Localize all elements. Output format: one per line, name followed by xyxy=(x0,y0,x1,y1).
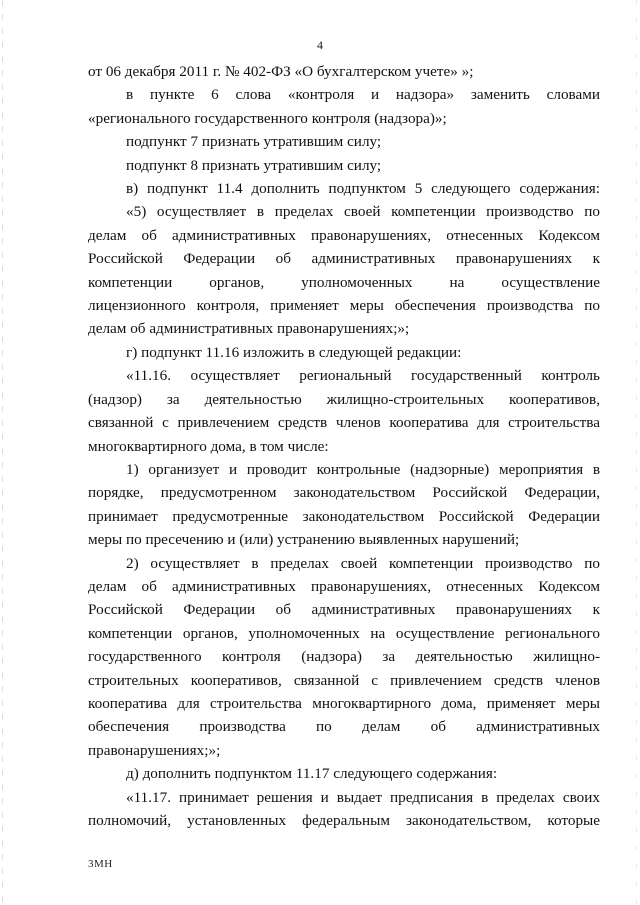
text-line: «регионального государственного контроля (надзора)»; xyxy=(88,109,447,127)
text-line: делам об административных правонарушениях, отнесенных Кодексом xyxy=(88,226,600,244)
text-line: 2) осуществляет в пределах своей компетенции производство по xyxy=(126,554,600,572)
text-line: 1) организует и проводит контрольные (надзорные) мероприятия в xyxy=(126,460,600,478)
scan-edge-right xyxy=(636,0,637,905)
text-line: подпункт 8 признать утратившим силу; xyxy=(126,156,382,174)
text-line: подпункт 7 признать утратившим силу; xyxy=(126,133,382,151)
scan-edge-left xyxy=(2,0,3,905)
text-line: меры по пресечению и (или) устранению выявленных нарушений; xyxy=(88,531,520,549)
text-line: делам об административных правонарушениях;»; xyxy=(88,320,410,338)
text-line: государственного контроля (надзора) за деятельностью жилищно- xyxy=(88,648,600,666)
text-line: многоквартирного дома, в том числе: xyxy=(88,437,329,455)
text-line: от 06 декабря 2011 г. № 402-ФЗ «О бухгалтерском учете» »; xyxy=(88,63,474,80)
text-line: «5) осуществляет в пределах своей компетенции производство по xyxy=(126,203,600,221)
text-line: обеспечения производства по делам об административных xyxy=(88,718,600,736)
text-line: в пункте 6 слова «контроля и надзора» заменить словами xyxy=(126,86,600,104)
text-line: связанной с привлечением средств членов кооператива для строительства xyxy=(88,414,600,432)
text-line: д) дополнить подпунктом 11.17 следующего содержания: xyxy=(126,765,498,783)
text-line: порядке, предусмотренном законодательством Российской Федерации, xyxy=(88,484,600,502)
text-line: правонарушениях;»; xyxy=(88,741,221,759)
footer-code: 3МН xyxy=(88,858,113,870)
text-line: принимает предусмотренные законодательством Российской Федерации xyxy=(88,507,600,525)
text-line: строительных кооперативов, связанной с привлечением средств членов xyxy=(88,671,600,689)
text-line: полномочий, установленных федеральным законодательством, которые xyxy=(88,812,600,829)
text-line: лицензионного контроля, применяет меры обеспечения производства по xyxy=(88,297,600,315)
text-line: в) подпункт 11.4 дополнить подпунктом 5 следующего содержания: xyxy=(126,180,600,198)
text-line: Российской Федерации об административных правонарушениях к xyxy=(88,601,600,619)
text-line: компетенции органов, уполномоченных на осуществление регионального xyxy=(88,624,600,642)
text-line: кооператива для строительства многоквартирного дома, применяет меры xyxy=(88,694,600,712)
text-line: делам об административных правонарушениях, отнесенных Кодексом xyxy=(88,577,600,595)
text-line: «11.17. принимает решения и выдает предписания в пределах своих xyxy=(126,788,600,806)
text-line: г) подпункт 11.16 изложить в следующей редакции: xyxy=(126,343,462,361)
text-line: (надзор) за деятельностью жилищно-строительных кооперативов, xyxy=(88,390,600,408)
text-line: «11.16. осуществляет региональный государственный контроль xyxy=(126,367,600,385)
text-line: компетенции органов, уполномоченных на осуществление xyxy=(88,273,600,291)
body-text xyxy=(88,60,600,832)
page-number: 4 xyxy=(317,38,323,52)
text-line: Российской Федерации об административных правонарушениях к xyxy=(88,250,600,268)
